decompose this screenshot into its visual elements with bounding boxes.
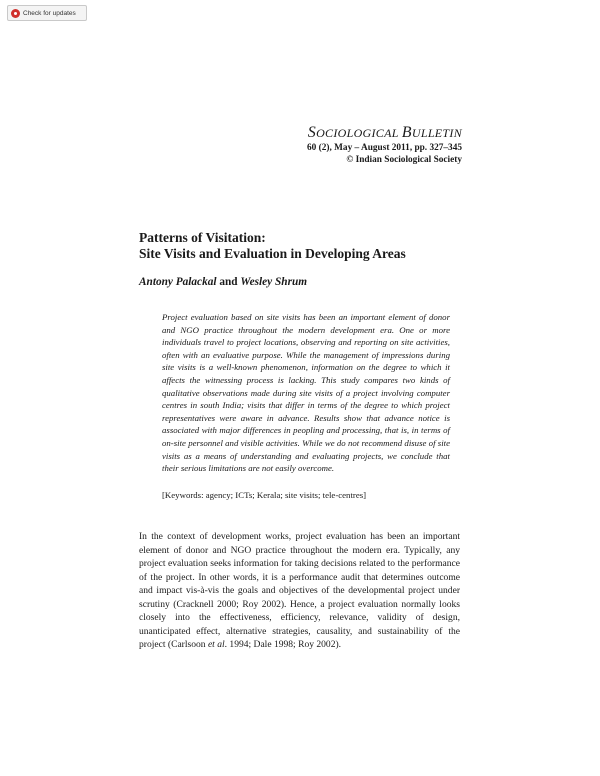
journal-copyright: © Indian Sociological Society xyxy=(346,155,462,165)
check-for-updates-icon xyxy=(11,9,20,18)
journal-title: SOCIOLOGICAL BULLETIN xyxy=(307,124,462,141)
article-title-line-1: Patterns of Visitation: xyxy=(139,230,266,245)
author-conjunction: and xyxy=(216,276,241,288)
check-for-updates-label: Check for updates xyxy=(23,9,76,17)
abstract: Project evaluation based on site visits has been an important element of donor and NGO practice throughout the modern development era. One or more individuals travel to project locations, observing and reporting on site activities, often with an evaluative purpose. While the management of impressions during site visits is a well-known phenomenon, information on the degree to which it affects the witnessing process is lacking. This study compares two kinds of qualitative observations made during site visits of a project involving computer centres in south India; visits that differ in terms of the degree to which project representatives were aware in advance. Results show that advance notice is associated with major differences in peopling and processing, that is, in terms of on-site personnel and visible activities. While we do not recommend disuse of site visits as a means of understanding and evaluating projects, we conclude that their serious limitations are not easily overcome. xyxy=(162,312,450,474)
check-for-updates-badge[interactable] xyxy=(7,5,87,21)
keywords: [Keywords: agency; ICTs; Kerala; site visits; tele-centres] xyxy=(162,490,367,500)
body-paragraph: In the context of development works, project evaluation has been an important element of donor and NGO practice throughout the modern era. Typically, any project evaluation seeks information for taking decisions related to the performance of the project. In other words, it is a performance audit that determines outcome and impact vis-à-vis the goals and objectives of the developmental project under scrutiny (Cracknell 2000; Roy 2002). Hence, a project evaluation normally looks closely into the effectiveness, efficiency, relevance, validity of design, unanticipated effect, alternative strategies, causality, and sustainability of the project (Carlsoon et al. 1994; Dale 1998; Roy 2002). xyxy=(139,531,460,651)
author-1: Antony Palackal xyxy=(139,276,217,288)
authors xyxy=(139,276,307,288)
author-2: Wesley Shrum xyxy=(240,276,308,288)
article-title-line-2: Site Visits and Evaluation in Developing Areas xyxy=(139,246,406,261)
journal-header xyxy=(307,124,462,166)
article-title xyxy=(139,230,406,262)
journal-issue: 60 (2), May – August 2011, pp. 327–345 xyxy=(307,143,462,153)
